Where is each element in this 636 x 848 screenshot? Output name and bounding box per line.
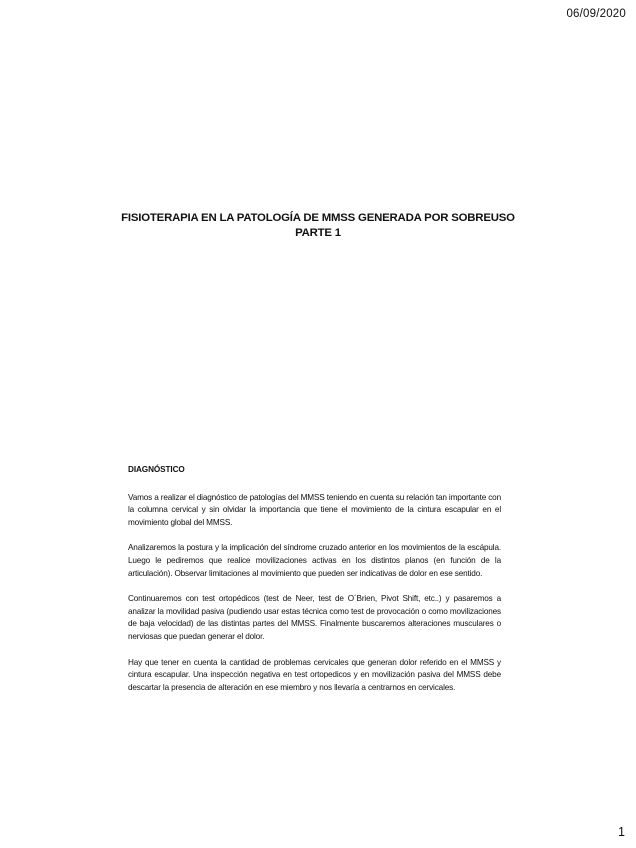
paragraph-4: Hay que tener en cuenta la cantidad de problemas cervicales que generan dolor referido en el MMSS y cintura escapular. Una inspección negativa en test ortopedicos y en movilización pasiva del MMSS debe descartar la presencia de alteración en ese miembro y nos llevaría a centrarnos en cervicales. xyxy=(128,657,501,692)
title-line-2: PARTE 1 xyxy=(295,227,341,239)
slide-date: 06/09/2020 xyxy=(566,8,626,20)
paragraph-2: Analizaremos la postura y la implicación del síndrome cruzado anterior en los movimientos de la escápula. Luego le pediremos que realice movilizaciones activas en los distintos planos (en función de la articulación). Observar limitaciones al movimiento que pueden ser indicativas de dolor en ese sentido. xyxy=(128,543,501,578)
document-title xyxy=(0,211,636,241)
title-line-1: FISIOTERAPIA EN LA PATOLOGÍA DE MMSS GENERADA POR SOBREUSO xyxy=(121,212,515,224)
page-number: 1 xyxy=(618,825,625,839)
paragraph-3: Continuaremos con test ortopédicos (test de Neer, test de O´Brien, Pivot Shift, etc..) y pasaremos a analizar la movilidad pasiva (pudiendo usar estas técnica como test de provocación o como movilizaciones de baja velocidad) de las distintas partes del MMSS. Finalmente buscaremos alteraciones musculares o nerviosas que puedan generar el dolor. xyxy=(128,594,501,641)
notes-section xyxy=(128,464,501,707)
section-heading: DIAGNÓSTICO xyxy=(128,465,185,474)
paragraph-1: Vamos a realizar el diagnóstico de patologías del MMSS teniendo en cuenta su relación tan importante con la columna cervical y sin olvidar la importancia que tiene el movimiento de la cintura escapular en el movimiento global del MMSS. xyxy=(128,492,501,527)
